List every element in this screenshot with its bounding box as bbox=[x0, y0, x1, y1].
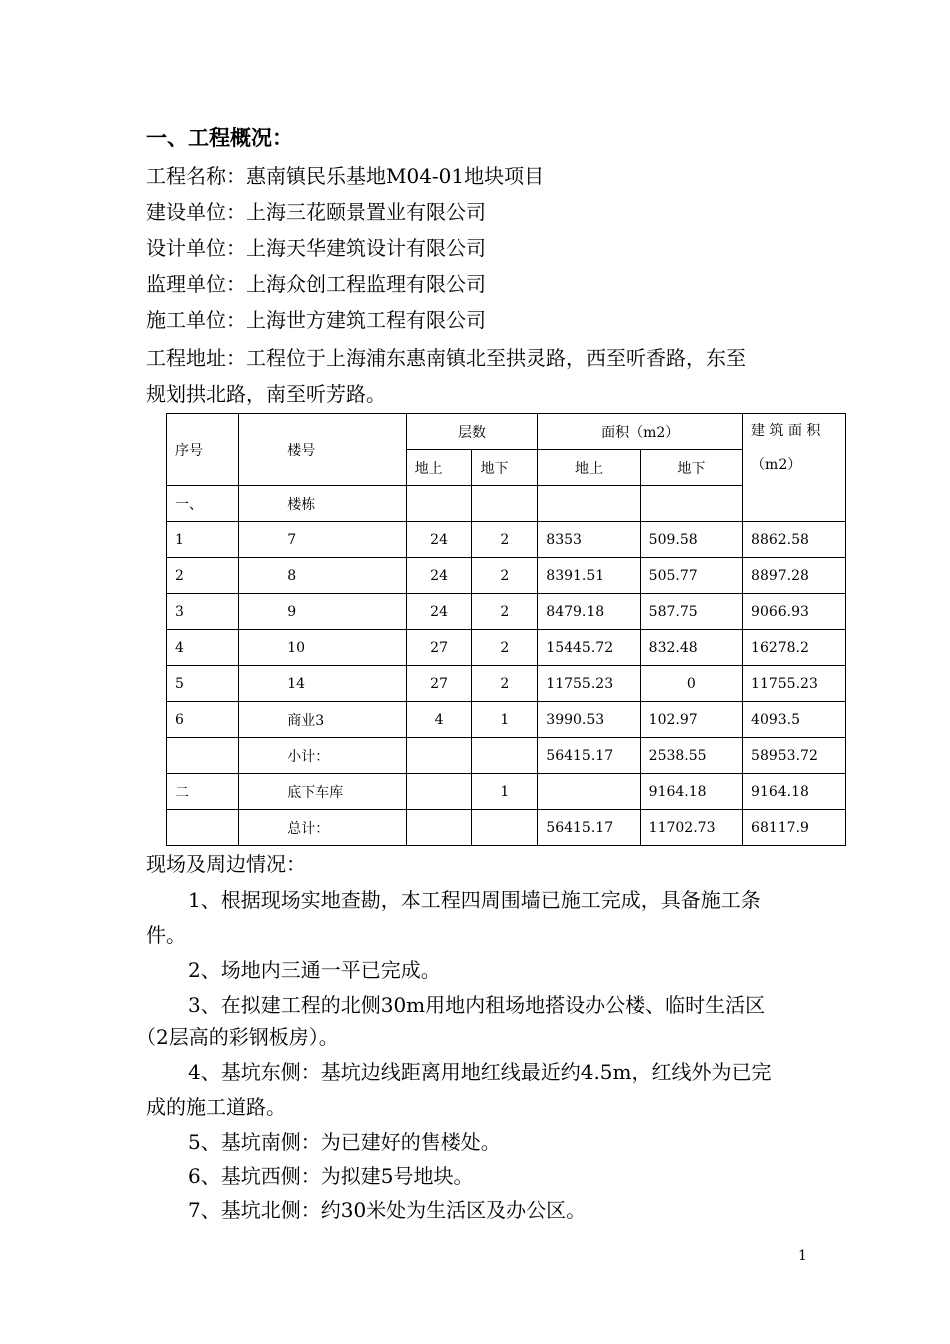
page-number: 1 bbox=[798, 1248, 807, 1264]
site-item-7: 7、基坑北侧：约30米处为生活区及办公区。 bbox=[188, 1198, 587, 1222]
cell-area-above: 8391.51 bbox=[538, 558, 640, 594]
header-seq: 序号 bbox=[167, 414, 239, 486]
cell-building: 小计： bbox=[239, 738, 406, 774]
cell-area-below: 2538.55 bbox=[640, 738, 742, 774]
address-line-cont: 规划拱北路，南至听芳路。 bbox=[146, 382, 386, 406]
cell-seq: 3 bbox=[167, 594, 239, 630]
group-name: 楼栋 bbox=[239, 486, 406, 522]
cell-area-below: 0 bbox=[640, 666, 742, 702]
cell-area-above: 15445.72 bbox=[538, 630, 640, 666]
cell-building: 7 bbox=[239, 522, 406, 558]
cell-floors-below: 2 bbox=[472, 630, 538, 666]
cell-floors-below bbox=[472, 810, 538, 846]
header-floors: 层数 bbox=[406, 414, 538, 450]
site-item-2: 2、场地内三通一平已完成。 bbox=[188, 958, 441, 982]
table-row bbox=[167, 774, 846, 810]
cell-seq bbox=[167, 810, 239, 846]
cell-area-below: 11702.73 bbox=[640, 810, 742, 846]
designer-line: 设计单位：上海天华建筑设计有限公司 bbox=[146, 236, 486, 260]
cell-floors-below bbox=[472, 738, 538, 774]
header-total-area-line1: 建 筑 面 积 bbox=[751, 423, 821, 439]
table-cell bbox=[640, 486, 742, 522]
header-total-area-line2: （m2） bbox=[751, 457, 802, 473]
cell-total-area: 8862.58 bbox=[743, 522, 846, 558]
table-cell bbox=[538, 486, 640, 522]
cell-total-area: 16278.2 bbox=[743, 630, 846, 666]
site-item-6: 6、基坑西侧：为拟建5号地块。 bbox=[188, 1164, 474, 1188]
cell-area-below: 505.77 bbox=[640, 558, 742, 594]
cell-seq: 5 bbox=[167, 666, 239, 702]
client-line: 建设单位：上海三花颐景置业有限公司 bbox=[146, 200, 486, 224]
cell-total-area: 11755.23 bbox=[743, 666, 846, 702]
cell-total-area: 9066.93 bbox=[743, 594, 846, 630]
site-item-5: 5、基坑南侧：为已建好的售楼处。 bbox=[188, 1130, 501, 1154]
supervisor-line: 监理单位：上海众创工程监理有限公司 bbox=[146, 272, 486, 296]
cell-area-above: 3990.53 bbox=[538, 702, 640, 738]
cell-building: 8 bbox=[239, 558, 406, 594]
site-title: 现场及周边情况： bbox=[146, 852, 306, 876]
cell-area-above bbox=[538, 774, 640, 810]
cell-floors-above: 24 bbox=[406, 594, 472, 630]
cell-floors-above bbox=[406, 738, 472, 774]
cell-floors-below: 1 bbox=[472, 774, 538, 810]
header-area-below: 地下 bbox=[640, 450, 742, 486]
header-area: 面积（m2） bbox=[538, 414, 743, 450]
header-total-area bbox=[743, 414, 846, 522]
site-item-3-cont: （2层高的彩钢板房）。 bbox=[136, 1025, 339, 1049]
site-item-4: 4、基坑东侧：基坑边线距离用地红线最近约4.5m，红线外为已完 bbox=[188, 1060, 772, 1084]
cell-area-above: 56415.17 bbox=[538, 738, 640, 774]
table-row bbox=[167, 810, 846, 846]
section-heading: 一、工程概况： bbox=[146, 125, 293, 150]
cell-area-above: 11755.23 bbox=[538, 666, 640, 702]
cell-floors-below: 2 bbox=[472, 594, 538, 630]
cell-floors-above: 4 bbox=[406, 702, 472, 738]
table-row bbox=[167, 630, 846, 666]
header-floors-above: 地上 bbox=[406, 450, 472, 486]
header-building: 楼号 bbox=[239, 414, 406, 486]
building-area-table bbox=[166, 413, 846, 846]
cell-floors-below: 2 bbox=[472, 558, 538, 594]
table-cell bbox=[472, 486, 538, 522]
cell-seq: 1 bbox=[167, 522, 239, 558]
table-row bbox=[167, 738, 846, 774]
cell-floors-below: 2 bbox=[472, 522, 538, 558]
cell-floors-above: 24 bbox=[406, 558, 472, 594]
cell-floors-below: 1 bbox=[472, 702, 538, 738]
site-item-3: 3、在拟建工程的北侧30m用地内租场地搭设办公楼、临时生活区 bbox=[188, 993, 766, 1017]
cell-building: 商业3 bbox=[239, 702, 406, 738]
cell-floors-above: 27 bbox=[406, 630, 472, 666]
cell-floors-above bbox=[406, 774, 472, 810]
address-line: 工程地址：工程位于上海浦东惠南镇北至拱灵路，西至听香路，东至 bbox=[146, 346, 746, 370]
cell-total-area: 9164.18 bbox=[743, 774, 846, 810]
table-row bbox=[167, 666, 846, 702]
cell-area-below: 102.97 bbox=[640, 702, 742, 738]
cell-area-below: 509.58 bbox=[640, 522, 742, 558]
cell-floors-above: 27 bbox=[406, 666, 472, 702]
table-row bbox=[167, 594, 846, 630]
cell-floors-above: 24 bbox=[406, 522, 472, 558]
cell-floors-below: 2 bbox=[472, 666, 538, 702]
contractor-line: 施工单位：上海世方建筑工程有限公司 bbox=[146, 308, 486, 332]
cell-seq: 4 bbox=[167, 630, 239, 666]
table-row bbox=[167, 558, 846, 594]
cell-seq: 二 bbox=[167, 774, 239, 810]
cell-seq bbox=[167, 738, 239, 774]
cell-area-above: 8479.18 bbox=[538, 594, 640, 630]
project-name-line: 工程名称：惠南镇民乐基地M04-01地块项目 bbox=[146, 164, 545, 188]
cell-building: 9 bbox=[239, 594, 406, 630]
cell-building: 14 bbox=[239, 666, 406, 702]
cell-area-above: 56415.17 bbox=[538, 810, 640, 846]
table-row bbox=[167, 702, 846, 738]
group-seq: 一、 bbox=[167, 486, 239, 522]
cell-total-area: 4093.5 bbox=[743, 702, 846, 738]
header-area-above: 地上 bbox=[538, 450, 640, 486]
cell-floors-above bbox=[406, 810, 472, 846]
table-cell bbox=[406, 486, 472, 522]
cell-seq: 6 bbox=[167, 702, 239, 738]
site-item-1-cont: 件。 bbox=[146, 923, 186, 947]
header-floors-below: 地下 bbox=[472, 450, 538, 486]
cell-seq: 2 bbox=[167, 558, 239, 594]
cell-area-below: 832.48 bbox=[640, 630, 742, 666]
cell-building: 底下车库 bbox=[239, 774, 406, 810]
cell-area-below: 9164.18 bbox=[640, 774, 742, 810]
table-header-row bbox=[167, 414, 846, 450]
cell-total-area: 8897.28 bbox=[743, 558, 846, 594]
cell-area-above: 8353 bbox=[538, 522, 640, 558]
cell-building: 10 bbox=[239, 630, 406, 666]
cell-area-below: 587.75 bbox=[640, 594, 742, 630]
site-item-1: 1、根据现场实地查勘，本工程四周围墙已施工完成，具备施工条 bbox=[188, 888, 761, 912]
cell-total-area: 68117.9 bbox=[743, 810, 846, 846]
site-item-4-cont: 成的施工道路。 bbox=[146, 1095, 286, 1119]
cell-total-area: 58953.72 bbox=[743, 738, 846, 774]
table-row bbox=[167, 522, 846, 558]
cell-building: 总计： bbox=[239, 810, 406, 846]
